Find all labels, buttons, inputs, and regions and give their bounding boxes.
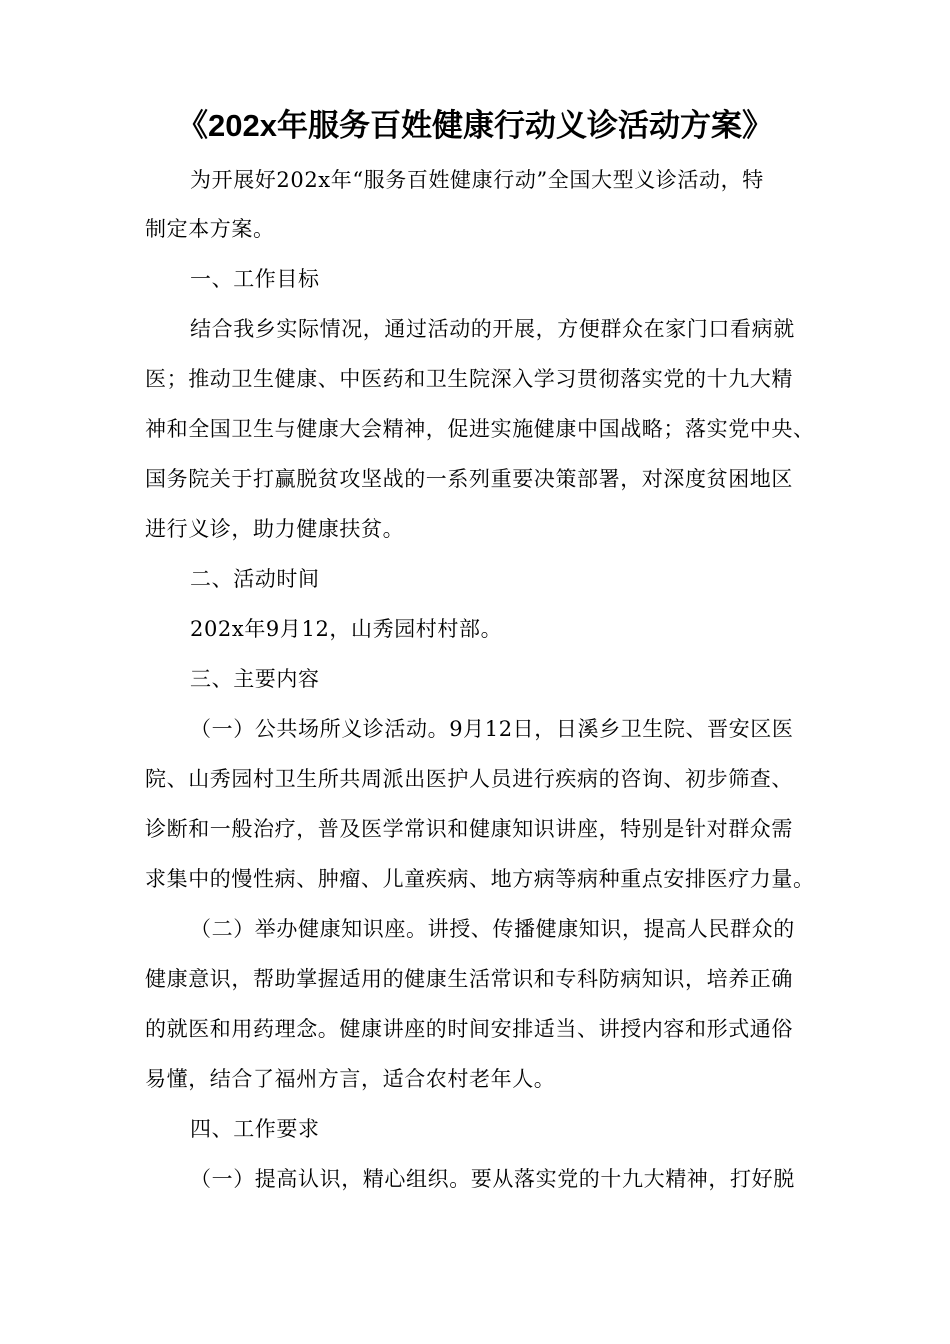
paragraph-line: （一）公共场所义诊活动。9月12日，日溪乡卫生院、晋安区医 — [190, 717, 794, 741]
paragraph-line: 神和全国卫生与健康大会精神，促进实施健康中国战略；落实党中央、 — [145, 417, 815, 441]
section-heading: 二、活动时间 — [190, 567, 320, 591]
section-heading: 一、工作目标 — [190, 267, 320, 291]
section-heading: 三、主要内容 — [190, 667, 320, 691]
paragraph-line: （二）举办健康知识座。讲授、传播健康知识，提高人民群众的 — [190, 917, 795, 941]
paragraph-line: （一）提高认识，精心组织。要从落实党的十九大精神，打好脱 — [190, 1167, 795, 1191]
paragraph-line: 制定本方案。 — [145, 217, 275, 241]
paragraph-line: 求集中的慢性病、肿瘤、儿童疾病、地方病等病种重点安排医疗力量。 — [145, 867, 815, 891]
section-heading: 四、工作要求 — [190, 1117, 320, 1141]
paragraph-line: 202x年9月12，山秀园村村部。 — [190, 617, 503, 641]
paragraph-line: 国务院关于打赢脱贫攻坚战的一系列重要决策部署，对深度贫困地区 — [145, 467, 793, 491]
paragraph-line: 的就医和用药理念。健康讲座的时间安排适当、讲授内容和形式通俗 — [145, 1017, 793, 1041]
paragraph-line: 院、山秀园村卫生所共周派出医护人员进行疾病的咨询、初步筛查、 — [145, 767, 793, 791]
paragraph-line: 为开展好202x年“服务百姓健康行动”全国大型义诊活动，特 — [190, 168, 764, 192]
paragraph-line: 健康意识，帮助掌握适用的健康生活常识和专科防病知识，培养正确 — [145, 967, 793, 991]
paragraph-line: 易懂，结合了福州方言，适合农村老年人。 — [145, 1067, 556, 1091]
paragraph-line: 诊断和一般治疗，普及医学常识和健康知识讲座，特别是针对群众需 — [145, 817, 793, 841]
paragraph-line: 进行义诊，助力健康扶贫。 — [145, 517, 405, 541]
paragraph-line: 结合我乡实际情况，通过活动的开展，方便群众在家门口看病就 — [190, 317, 795, 341]
document-title: 《202x年服务百姓健康行动义诊活动方案》 — [177, 108, 773, 143]
paragraph-line: 医；推动卫生健康、中医药和卫生院深入学习贯彻落实党的十九大精 — [145, 367, 793, 391]
